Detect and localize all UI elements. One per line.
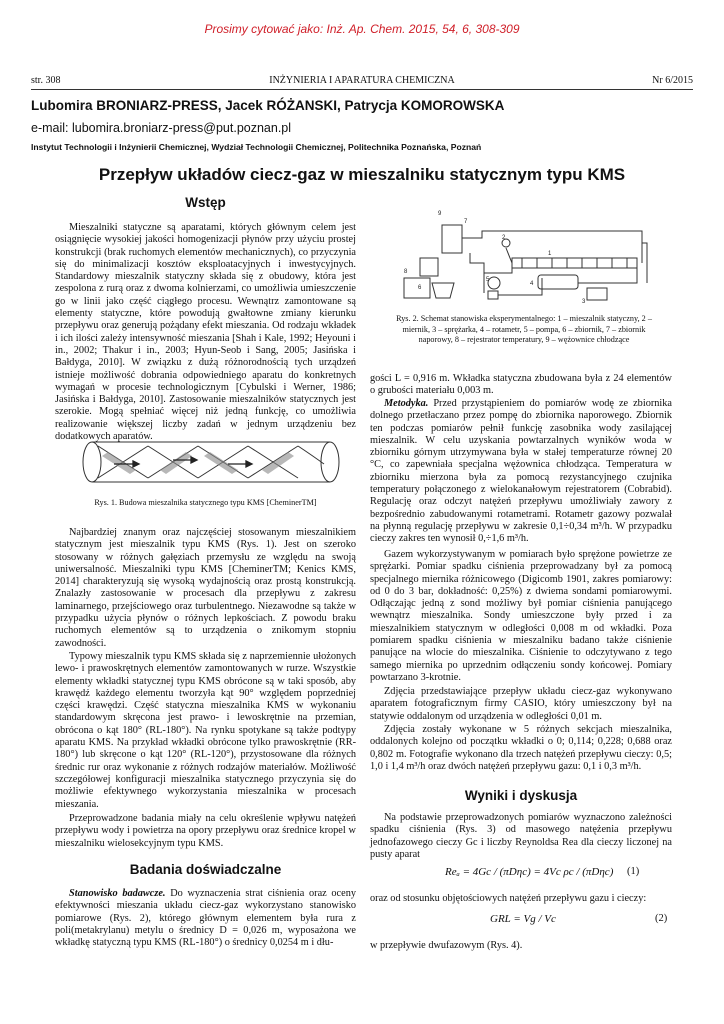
intro-paragraph-4: Przeprowadzone badania miały na celu określenie wpływu natężeń przepływu wody i powietrza na opory przepływu oraz średnice kropel w mieszalniku wielosekcyjnym typu KMS. [55,813,356,849]
intro-paragraph-1: Mieszalniki statyczne są aparatami, których głównym celem jest osiągnięcie wysokiej jakości homogenizacji płynów przy użyciu prostej konstrukcji (brak ruchomych elementów mechanicznych), co przyczynia się do minimalizacji kosztów eksploatacyjnych i inwestycyjnych. Standardowy mieszalnik statyczny składa się z obudowy, która jest zespolona z rurą oraz z dwoma kolnierzami, co umożliwia umieszczenie go w linii jako część ciągłego procesu. Wewnątrz zamontowane są elementy statyczne, które powodują gwałtowne zmiany kierunku przepływu oraz generują pożądany efekt mieszania. Od rodzaju wkładek i ich ilości zależy intensywność mieszania [Shah i Kale, 1992; Heyouni i in., 2002; Thakur i in., 2003; Hyun-Seob i Sang, 2005; Jasińska i Bałdyga, 2010]. W związku z dużą różnorodnością tych urządzeń istnieje możliwość dobrania odpowiedniego aparatu do konkretnych wymagań w procesie technologicznym [Cybulski i Werner, 1986; Jasińska i Bałdyga, 2010]. Zastosowanie mieszalników statycznych jest szerokie. Mogą spełniać więcej niż jedną funkcję, co umożliwia realizowanie większej liczby zadań w jednym urządzeniu bez dodatkowych aparatów. [55,222,356,443]
citation-note: Prosimy cytować jako: Inż. Ap. Chem. 2015, 54, 6, 308-309 [204,22,520,36]
author-email[interactable]: e-mail: lubomira.broniarz-press@put.poznan.pl [31,121,292,135]
svg-text:7: 7 [464,219,468,225]
figure-2-caption: Rys. 2. Schemat stanowiska eksperymentalnego: 1 – mieszalnik statyczny, 2 – miernik, 3 – sprężarka, 4 – rotametr, 5 – pompa, 6 – zbiornik, 7 – zbiornik naporowy, 8 – rejestrator temperatury, 9 – wężownice chłodzące [396,314,652,344]
svg-text:3: 3 [582,299,586,305]
page-number: str. 308 [31,75,61,86]
methods-paragraph-1: Stanowisko badawcze. Do wyznaczenia strat ciśnienia oraz oceny efektywności mieszania układu ciecz-gaz wykorzystano stanowisko pomiarowe (Rys. 2), którego głównym elementem była rura z poli(metakrylanu) metylu o średnicy D = 0,026 m, wyposażona we wkładkę statyczną typu KMS (RL-180°) o średnicy 0,0254 m i dłu- [55,888,356,949]
ratio-paragraph: oraz od stosunku objętościowych natężeń przepływu gazu i cieczy: [370,893,647,904]
experimental-setup-diagram [402,203,652,308]
intro-paragraph-3: Typowy mieszalnik typu KMS składa się z naprzemiennie ułożonych lewo- i prawoskrętnych elementów zamontowanych w rurze. Wszystkie elementy wkładki statycznej typu KMS obrócone są w taki sposób, aby krawędź każdego elementu tworzyła kąt 90° względem poprzedniej części krawędzi. Część statyczna mieszalnika KMS w wykonaniu standardowym skręcona jest prawo- i lewoskrętnie na przemian, obrócona o kąt 180° (RL-180°). Na rynku spotykane są także podtypy aparatu KMS. Na przykład wkładki obrócone tylko prawoskrętnie (RR-180°) lub skręcone o kąt 120° (RL-120°), przystosowane dla różnych średnic rur oraz wykonanie z różnych rodzajów materiałów. Możliwość szczegółowej konfiguracji mieszalnika statycznego przyczynia się do możliwie efektywnego wykorzystania mieszalnika w procesach mieszania. [55,651,356,810]
authors: Lubomira BRONIARZ-PRESS, Jacek RÓŻANSKI, Patrycja KOMOROWSKA [31,98,505,113]
methods-lead: Stanowisko badawcze. [69,888,166,899]
closing-paragraph: w przepływie dwufazowym (Rys. 4). [370,940,523,951]
section-heading-results: Wyniki i dyskusja [464,788,578,803]
svg-text:4: 4 [530,281,534,287]
svg-text:8: 8 [404,269,408,275]
figure-1-caption: Rys. 1. Budowa mieszalnika statycznego typu KMS [CheminerTM] [94,498,317,507]
kms-mixer-figure [78,438,346,486]
gas-measurement-paragraph: Gazem wykorzystywanym w pomiarach było sprężone powietrze ze sprężarki. Pomiar spadku ciśnienia przeprowadzany był za pomocą specjalnego miernika różnicowego (Digicomb 1901, zakres pomiarowy: od 0 do 3 bar, dokładność: 0,25%) z dwiema sondami pomiarowymi. Odłączając jedną z sond możliwy był pomiar ciśnienia panującego wewnątrz mieszalnika. Sondy umieszczone były przed i za mieszalnikiem statycznym w odległości 0,008 m od wkładki. Poza pomiarem spadku ciśnienia w mieszalniku badano także ciśnienie panujące na wlocie do mieszalnika. Ciśnienie to odczytywano z tego samego miernika po uprzednim odłączeniu sondy końcowej. Pomiary powtarzano 3-krotnie. [370,549,672,683]
svg-text:5: 5 [486,277,490,283]
journal-name: INŻYNIERIA I APARATURA CHEMICZNA [269,75,455,86]
section-heading-methods: Badania doświadczalne [129,862,282,877]
svg-text:2: 2 [502,235,506,241]
svg-text:1: 1 [548,251,552,257]
equation-2: GRL = Vg / Vc [490,913,556,925]
results-paragraph-1: gości L = 0,916 m. Wkładka statyczna zbudowana była z 24 elementów o grubości materiału 0,003 m. [370,373,672,397]
section-heading-intro: Wstęp [185,195,226,210]
equation-1-number: (1) [627,866,640,877]
method-paragraph: Metodyka. Przed przystąpieniem do pomiarów wodę ze zbiornika dolnego przetłaczano przez pompę do zbiornika naporowego. Zbiornik ten podczas pomiarów pełnił funkcję zasobnika wody zasilającej mieszalnik. W celu uzyskania powtarzalnych wyników woda w zbiorniku górnym utrzymywana była w stałej temperaturze równej 20 °C, co zapewniała specjalna wężownica chłodząca. Temperatura w zbiorniku mierzona była za pomocą rezystancyjnego czujnika temperatury połączonego z wielokanałowym rejestratorem (Cobrabid). Regulację oraz odczyt natężeń przepływu umożliwiały zawory z bezpośrednio zabudowanymi rotametrami. Rotametr gazowy pozwalał na płynną regulację przepływu w zakresie 0,1÷0,34 m³/h. W przypadku cieczy zakres ten wynosił 0,÷1,6 m³/h. [370,398,673,545]
intro-paragraph-2: Najbardziej znanym oraz najczęściej stosowanym mieszalnikiem statycznym jest mieszalnik typu KMS (Rys. 1). Jest on szeroko stosowany w różnych gałęziach przemysłu ze względu na swoją uniwersalność. Mieszalniki typu KMS [CheminerTM; Kenics KMS, 2014] charakteryzują się wysoką wydajnością oraz prostą konstrukcją. Znalazły zastosowanie w procesach dla przepływu z zakresu laminarnego, przejściowego oraz turbulentnego. Niezawodne są także w przypadku użycia płynów o różnych lepkościach. Z powodu braku ruchomych elementów są to urządzenia o znikomym stopniu zawodności. [55,527,356,649]
results-intro-paragraph: Na podstawie przeprowadzonych pomiarów wyznaczono zależności spadku ciśnienia (Rys. 3) od masowego natężenia przepływu jednofazowego cieczy Gc i liczby Reynoldsa Rea dla cieczy liczonej na pusty aparat [370,812,672,860]
svg-text:9: 9 [438,211,442,217]
equation-1: Reₐ = 4Gc / (πDηc) = 4Vc ρc / (πDηc) [445,866,614,878]
svg-text:6: 6 [418,285,422,291]
header-rule [31,89,693,90]
method-lead: Metodyka. [384,398,429,409]
affiliation: Instytut Technologii i Inżynierii Chemicznej, Wydział Technologii Chemicznej, Politechnika Poznańska, Poznań [31,142,482,152]
photo-paragraph-2: Zdjęcia zostały wykonane w 5 różnych sekcjach mieszalnika, oddalonych kolejno od początku wkładki o 0; 0,114; 0,228; 0,688 oraz 0,802 m. Fotografie wykonano dla trzech natężeń przepływu cieczy: 0,5; 1,0 i 1,4 m³/h oraz dwóch natężeń przepływu gazu: 0,1 i 0,3 m³/h. [370,724,672,772]
equation-2-number: (2) [655,913,668,924]
paper-title: Przepływ układów ciecz-gaz w mieszalniku statycznym typu KMS [98,165,626,184]
issue-number: Nr 6/2015 [652,75,693,86]
photo-paragraph-1: Zdjęcia przedstawiające przepływ układu ciecz-gaz wykonywano aparatem fotograficznym firmy CASIO, który umieszczony był na statywie oddalonym od urządzenia w odległości 0,01 m. [370,686,672,722]
